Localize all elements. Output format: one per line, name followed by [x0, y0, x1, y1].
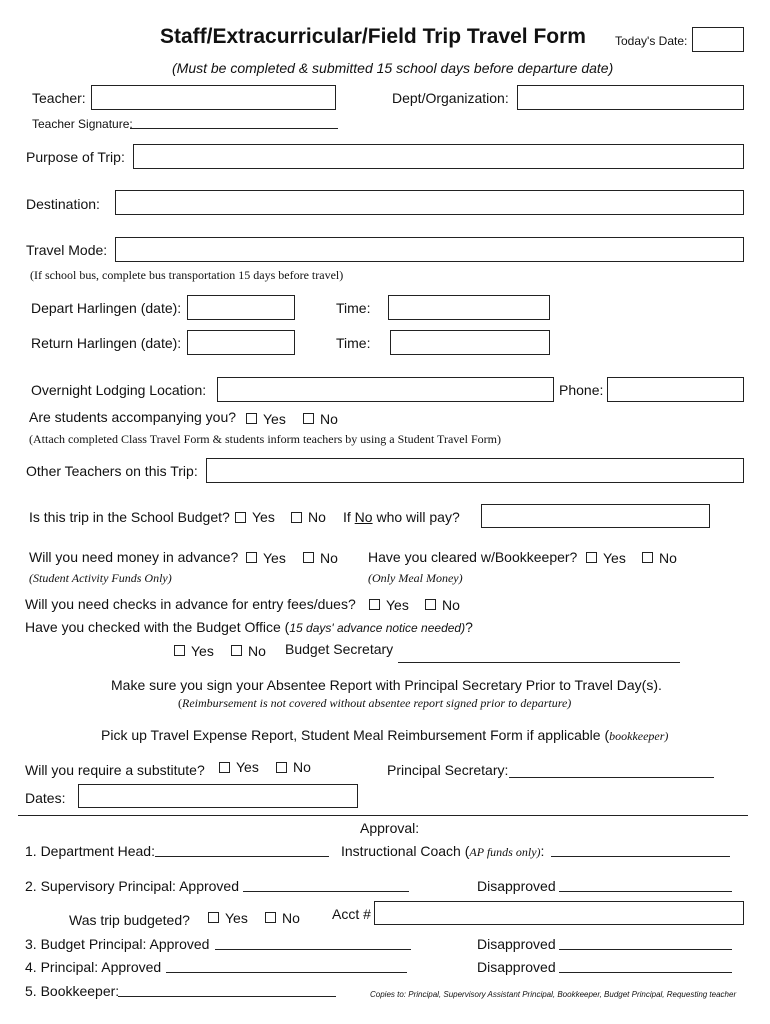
attach-note: (Attach completed Class Travel Form & students inform teachers by using a Student Travel Form) — [29, 432, 501, 446]
checks-question: Will you need checks in advance for entry fees/dues? — [25, 596, 356, 612]
students-yes-label: Yes — [263, 411, 286, 427]
budgeted-no-label: No — [282, 910, 300, 926]
ap-funds-note: AP funds only) — [469, 845, 541, 859]
purpose-label: Purpose of Trip: — [26, 149, 125, 165]
principal-disapproved-label: Disapproved — [477, 959, 556, 975]
dept-field[interactable] — [517, 85, 744, 110]
depart-label: Depart Harlingen (date): — [31, 300, 182, 316]
depart-date-field[interactable] — [187, 295, 295, 320]
return-time-field[interactable] — [390, 330, 550, 355]
form-subtitle: (Must be completed & submitted 15 school days before departure date) — [172, 60, 614, 76]
bookkeeper-no-checkbox[interactable] — [642, 552, 653, 563]
phone-label: Phone: — [559, 382, 604, 398]
todays-date-field[interactable] — [692, 27, 744, 52]
bookkeeper-yes-label: Yes — [603, 550, 626, 566]
principal-secretary-label: Principal Secretary: — [387, 762, 509, 778]
principal-disapproved-line[interactable] — [559, 972, 732, 973]
teacher-signature-line[interactable] — [130, 128, 338, 129]
return-time-label: Time: — [336, 335, 371, 351]
teacher-field[interactable] — [91, 85, 336, 110]
students-no-checkbox[interactable] — [303, 413, 314, 424]
checks-yes-label: Yes — [386, 597, 409, 613]
return-date-field[interactable] — [187, 330, 295, 355]
bookkeeper-label: 5. Bookkeeper: — [25, 983, 120, 999]
who-pay-text: who will pay? — [376, 509, 460, 525]
travel-mode-label: Travel Mode: — [26, 242, 108, 258]
approval-label: Approval: — [360, 820, 420, 836]
reimbursement-open: ( — [178, 696, 182, 710]
budgeted-no-checkbox[interactable] — [265, 912, 276, 923]
budget-principal-disapproved-label: Disapproved — [477, 936, 556, 952]
section-divider — [18, 815, 748, 816]
bus-note: (If school bus, complete bus transportation 15 days before travel) — [30, 268, 344, 282]
dept-label: Dept/Organization: — [392, 90, 509, 106]
budget-office-yes-label: Yes — [191, 643, 214, 659]
budgeted-question: Was trip budgeted? — [69, 912, 190, 928]
other-teachers-field[interactable] — [206, 458, 744, 483]
substitute-no-checkbox[interactable] — [276, 762, 287, 773]
money-yes-checkbox[interactable] — [246, 552, 257, 563]
dates-label: Dates: — [25, 790, 66, 806]
students-question: Are students accompanying you? — [29, 409, 237, 425]
budget-office-q-a: Have you checked with the Budget Office ( — [25, 619, 290, 635]
return-label: Return Harlingen (date): — [31, 335, 182, 351]
pickup-text: Pick up Travel Expense Report, Student Meal Reimbursement Form if applicable ( — [101, 727, 610, 743]
dept-head-line[interactable] — [155, 856, 329, 857]
acct-label: Acct # — [332, 906, 371, 922]
students-yes-checkbox[interactable] — [246, 413, 257, 424]
dates-field[interactable] — [78, 784, 358, 808]
if-word: If — [343, 509, 351, 525]
budget-office-q-c: ? — [465, 619, 473, 635]
reimbursement-text: Reimbursement is not covered without absentee report signed prior to departure) — [182, 696, 572, 710]
budget-principal-disapproved-line[interactable] — [559, 949, 732, 950]
todays-date-label: Today's Date: — [615, 34, 688, 48]
money-no-label: No — [320, 550, 338, 566]
substitute-no-label: No — [293, 759, 311, 775]
purpose-field[interactable] — [133, 144, 744, 169]
if-no-word: No — [354, 509, 373, 525]
instructional-coach-colon: : — [540, 843, 545, 859]
principal-approved-line[interactable] — [166, 972, 407, 973]
meal-money-note: (Only Meal Money) — [368, 571, 463, 585]
phone-field[interactable] — [607, 377, 744, 402]
sup-principal-label: 2. Supervisory Principal: Approved — [25, 878, 239, 894]
bookkeeper-question: Have you cleared w/Bookkeeper? — [368, 549, 578, 565]
budget-no-label: No — [308, 509, 326, 525]
checks-no-label: No — [442, 597, 460, 613]
principal-secretary-line[interactable] — [509, 777, 714, 778]
instructional-coach-line[interactable] — [551, 856, 730, 857]
depart-time-label: Time: — [336, 300, 371, 316]
budget-yes-checkbox[interactable] — [235, 512, 246, 523]
budget-yes-label: Yes — [252, 509, 275, 525]
instructional-coach-text: Instructional Coach ( — [341, 843, 470, 859]
money-no-checkbox[interactable] — [303, 552, 314, 563]
absentee-line: Make sure you sign your Absentee Report with Principal Secretary Prior to Travel Day(s). — [111, 677, 662, 693]
students-no-label: No — [320, 411, 338, 427]
other-teachers-label: Other Teachers on this Trip: — [26, 463, 198, 479]
budget-secretary-label: Budget Secretary — [285, 641, 394, 657]
teacher-label: Teacher: — [32, 90, 86, 106]
budget-principal-label: 3. Budget Principal: Approved — [25, 936, 210, 952]
budget-no-checkbox[interactable] — [291, 512, 302, 523]
budgeted-yes-label: Yes — [225, 910, 248, 926]
budget-question: Is this trip in the School Budget? — [29, 509, 230, 525]
acct-field[interactable] — [374, 901, 744, 925]
bookkeeper-no-label: No — [659, 550, 677, 566]
pickup-line — [101, 727, 668, 744]
money-question: Will you need money in advance? — [29, 549, 239, 565]
sup-principal-approved-line[interactable] — [243, 891, 409, 892]
destination-label: Destination: — [26, 196, 100, 212]
lodging-label: Overnight Lodging Location: — [31, 382, 207, 398]
student-activity-note: (Student Activity Funds Only) — [29, 571, 172, 585]
budget-office-q-b: 15 days' advance notice needed) — [289, 621, 466, 635]
destination-field[interactable] — [115, 190, 744, 215]
substitute-yes-label: Yes — [236, 759, 259, 775]
budget-secretary-line[interactable] — [398, 662, 680, 663]
substitute-yes-checkbox[interactable] — [219, 762, 230, 773]
travel-mode-field[interactable] — [115, 237, 744, 262]
depart-time-field[interactable] — [388, 295, 550, 320]
sup-principal-disapproved-label: Disapproved — [477, 878, 556, 894]
checks-no-checkbox[interactable] — [425, 599, 436, 610]
budget-principal-approved-line[interactable] — [215, 949, 411, 950]
money-yes-label: Yes — [263, 550, 286, 566]
reimbursement-note — [178, 696, 571, 711]
budget-office-no-checkbox[interactable] — [231, 645, 242, 656]
who-pay-field[interactable] — [481, 504, 710, 528]
checks-yes-checkbox[interactable] — [369, 599, 380, 610]
copies-note: Copies to: Principal, Supervisory Assistant Principal, Bookkeeper, Budget Principal, Requesting teacher — [370, 990, 737, 999]
lodging-field[interactable] — [217, 377, 554, 402]
teacher-signature-label: Teacher Signature: — [32, 117, 133, 131]
bookkeeper-line[interactable] — [118, 996, 336, 997]
budget-office-question — [25, 619, 473, 635]
budget-office-no-label: No — [248, 643, 266, 659]
budgeted-yes-checkbox[interactable] — [208, 912, 219, 923]
budget-office-yes-checkbox[interactable] — [174, 645, 185, 656]
principal-label: 4. Principal: Approved — [25, 959, 162, 975]
bookkeeper-yes-checkbox[interactable] — [586, 552, 597, 563]
substitute-question: Will you require a substitute? — [25, 762, 205, 778]
pickup-note: bookkeeper) — [609, 729, 669, 743]
who-pay-label — [343, 509, 460, 525]
sup-principal-disapproved-line[interactable] — [559, 891, 732, 892]
dept-head-label: 1. Department Head: — [25, 843, 155, 859]
form-title: Staff/Extracurricular/Field Trip Travel Form — [160, 25, 586, 48]
instructional-coach-label — [341, 843, 544, 860]
